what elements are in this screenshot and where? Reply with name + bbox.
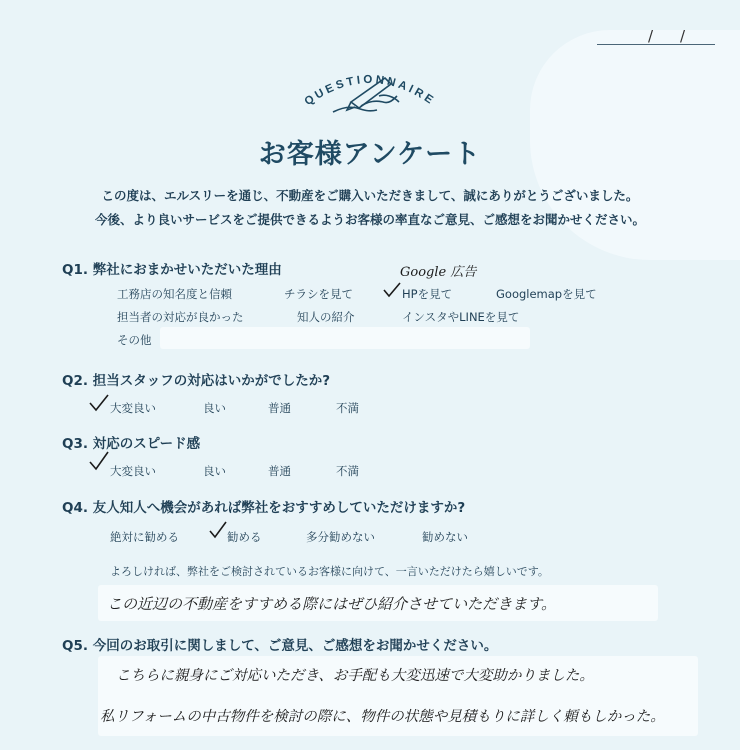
q5-question: Q5. 今回のお取引に関しまして、ご意見、ご感想をお聞かせください。 bbox=[62, 638, 498, 654]
checkmark-icon bbox=[382, 281, 402, 299]
q3-question: Q3. 対応のスピード感 bbox=[62, 436, 201, 452]
q2-option[interactable]: 良い bbox=[203, 401, 226, 415]
q3-option[interactable]: 良い bbox=[203, 464, 226, 478]
q4-question: Q4. 友人知人へ機会があれば弊社をおすすめしていただけますか? bbox=[62, 500, 466, 516]
checkmark-icon bbox=[88, 450, 110, 472]
q1-handwritten-note: Google 広告 bbox=[400, 265, 477, 280]
q5-handwritten-line-2: 私リフォームの中古物件を検討の際に、物件の状態や見積もりに詳しく頼もしかった。 bbox=[100, 709, 665, 725]
q4-comment-prompt: よろしければ、弊社をご検討されているお客様に向けて、一言いただけたら嬉しいです。 bbox=[110, 565, 549, 578]
pen-hand-icon bbox=[327, 72, 407, 120]
intro-line-1: この度は、エルスリーを通じ、不動産をご購入いただきまして、誠にありがとうございました。 bbox=[101, 188, 639, 203]
q1-option[interactable]: 工務店の知名度と信頼 bbox=[117, 287, 232, 301]
q1-option[interactable]: その他 bbox=[117, 333, 152, 347]
q3-option[interactable]: 不満 bbox=[336, 464, 359, 478]
date-slash: / bbox=[680, 27, 686, 45]
arc-label-text: QUESTIONNAIRE bbox=[302, 73, 438, 109]
q4-option[interactable]: 絶対に勧める bbox=[110, 530, 179, 544]
q1-other-field[interactable] bbox=[160, 327, 530, 349]
q2-option-selected[interactable]: 大変良い bbox=[110, 401, 156, 415]
q3-option[interactable]: 普通 bbox=[268, 464, 291, 478]
date-line bbox=[597, 44, 715, 45]
q2-option[interactable]: 不満 bbox=[336, 401, 359, 415]
date-slash: / bbox=[648, 27, 654, 45]
q1-option[interactable]: チラシを見て bbox=[284, 287, 353, 301]
q4-option[interactable]: 勧めない bbox=[422, 530, 468, 544]
checkmark-icon bbox=[208, 520, 228, 540]
q1-option-selected[interactable]: HPを見て bbox=[402, 287, 453, 301]
page-title: お客様アンケート bbox=[258, 139, 482, 170]
intro-line-2: 今後、より良いサービスをご提供できるようお客様の率直なご意見、ご感想をお聞かせください。 bbox=[94, 212, 645, 227]
q2-question: Q2. 担当スタッフの対応はいかがでしたか? bbox=[62, 373, 331, 389]
q5-handwritten-line-1: こちらに親身にご対応いただき、お手配も大変迅速で大変助かりました。 bbox=[116, 668, 594, 684]
checkmark-icon bbox=[88, 393, 110, 413]
q1-option[interactable]: 担当者の対応が良かった bbox=[117, 310, 244, 324]
q1-option[interactable]: インスタやLINEを見て bbox=[402, 310, 520, 324]
q1-option[interactable]: 知人の紹介 bbox=[297, 310, 355, 324]
q1-question: Q1. 弊社におまかせいただいた理由 bbox=[62, 262, 282, 278]
q2-option[interactable]: 普通 bbox=[268, 401, 291, 415]
q4-handwritten-answer: この近辺の不動産をすすめる際にはぜひ紹介させていただきます。 bbox=[107, 595, 556, 613]
q3-option-selected[interactable]: 大変良い bbox=[110, 464, 156, 478]
q4-option[interactable]: 多分勧めない bbox=[306, 530, 375, 544]
q4-option-selected[interactable]: 勧める bbox=[227, 530, 262, 544]
q1-option[interactable]: Googlemapを見て bbox=[496, 287, 597, 301]
